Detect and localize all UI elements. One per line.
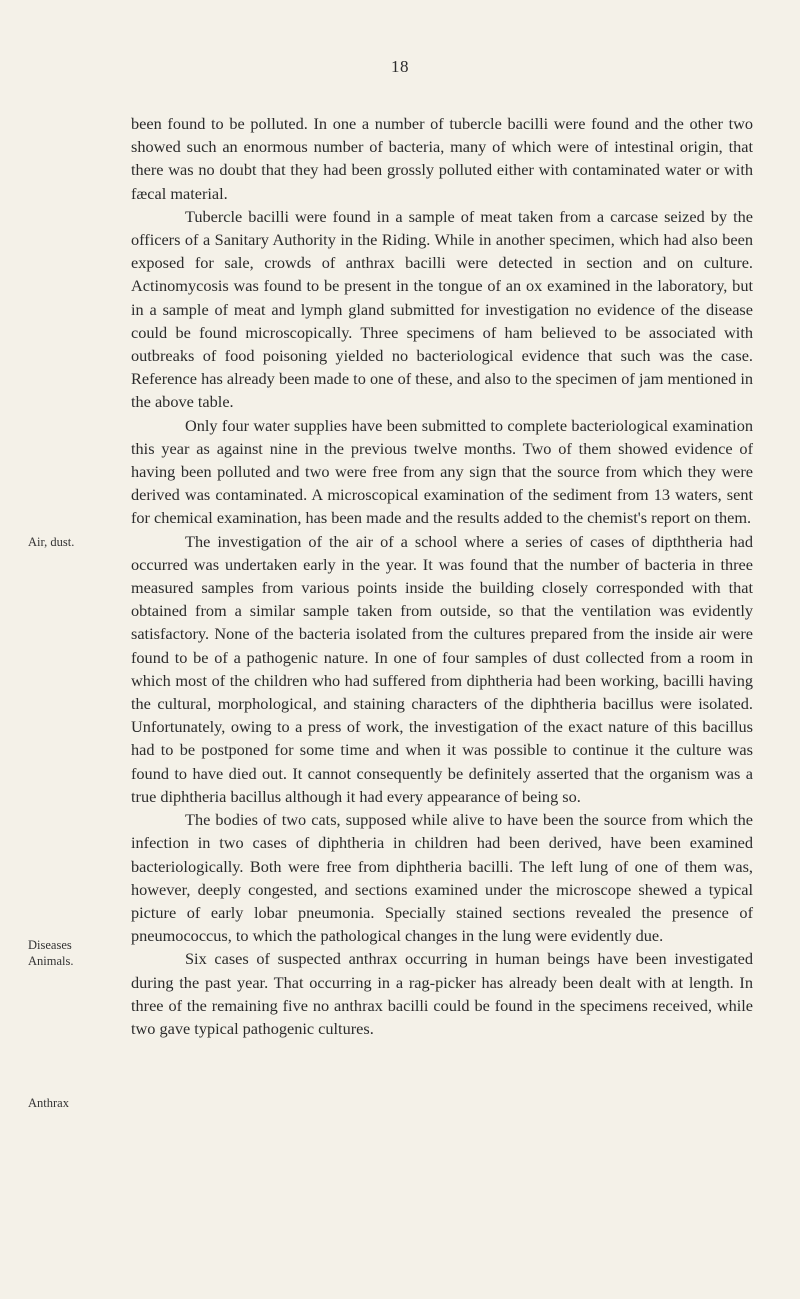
marginal-note-diseases-line1: Diseases xyxy=(28,938,72,952)
paragraph-tubercle-bacilli: Tubercle bacilli were found in a sample of meat taken from a carcase seized by the officers of a Sanitary Authority in the Riding. While in another specimen, which had also been exposed for sale, crowds of anthrax bacilli were detected in section and on culture. Actinomycosis was found to be present in the tongue of an ox examined in the laboratory, but in a sample of meat and lymph gland submitted for investigation no evidence of the disease could be found microscopically. Three specimens of ham believed to be associated with outbreaks of food poisoning yielded no bacteriological evidence that such was the case. Reference has already been made to one of these, and also to the specimen of jam mentioned in the above table. xyxy=(131,206,753,412)
paragraph-air-dust: The investigation of the air of a school where a series of cases of dipththeria had occurred was undertaken early in the year. It was found that the number of bacteria in three measured samples from various points inside the building closely corresponded with that obtained from a similar sample taken from outside, so that the ventilation was evidently satisfactory. None of the bacteria isolated from the cultures prepared from the inside air were found to be of a pathogenic nature. In one of four samples of dust collected from a room in which most of the children who had suffered from diphtheria had been working, bacilli having the cultural, morphological, and staining characters of the diphtheria bacillus were isolated. Unfortunately, owing to a press of work, the investigation of the exact nature of this bacillus had to be postponed for some time and when it was possible to continue it the culture was found to have died out. It cannot consequently be definitely asserted that the organism was a true diphtheria bacillus although it had every appearance of being so. xyxy=(131,531,753,806)
paragraph-continued: been found to be polluted. In one a number of tubercle bacilli were found and the other two showed such an enormous number of bacteria, many of which were of intestinal origin, that there was no doubt that they had been grossly polluted either with contaminated water or with fæcal material. xyxy=(131,114,753,203)
paragraph-anthrax: Six cases of suspected anthrax occurring in human beings have been investigated during the past year. That occurring in a rag-picker has already been dealt with at length. In three of the remaining five no anthrax bacilli could be found in the specimens received, while two gave typical pathogenic cultures. xyxy=(131,949,753,1038)
marginal-note-diseases-line2: Animals. xyxy=(28,954,74,968)
marginal-note-anthrax: Anthrax xyxy=(28,1096,69,1110)
marginal-note-air-dust: Air, dust. xyxy=(28,535,75,549)
page-number: 18 xyxy=(391,57,409,76)
paragraph-diseases-animals: The bodies of two cats, supposed while alive to have been the source from which the infection in two cases of diphtheria in children had been derived, have been examined bacteriologically. Both were free from diphtheria bacilli. The left lung of one of them was, however, deeply congested, and sections examined under the microscope shewed a typical picture of early lobar pneumonia. Specially stained sections revealed the presence of pneumococcus, to which the pathological changes in the lung were evidently due. xyxy=(131,810,753,946)
paragraph-water-supplies: Only four water supplies have been submitted to complete bacteriological examination this year as against nine in the previous twelve months. Two of them showed evidence of having been polluted and two were free from any sign that the source from which they were derived was contaminated. A microscopical examination of the sediment from 13 waters, sent for chemical examination, has been made and the results added to the chemist's report on them. xyxy=(131,415,753,528)
marginal-note-diseases-animals xyxy=(28,937,128,969)
body-text xyxy=(131,112,753,1040)
